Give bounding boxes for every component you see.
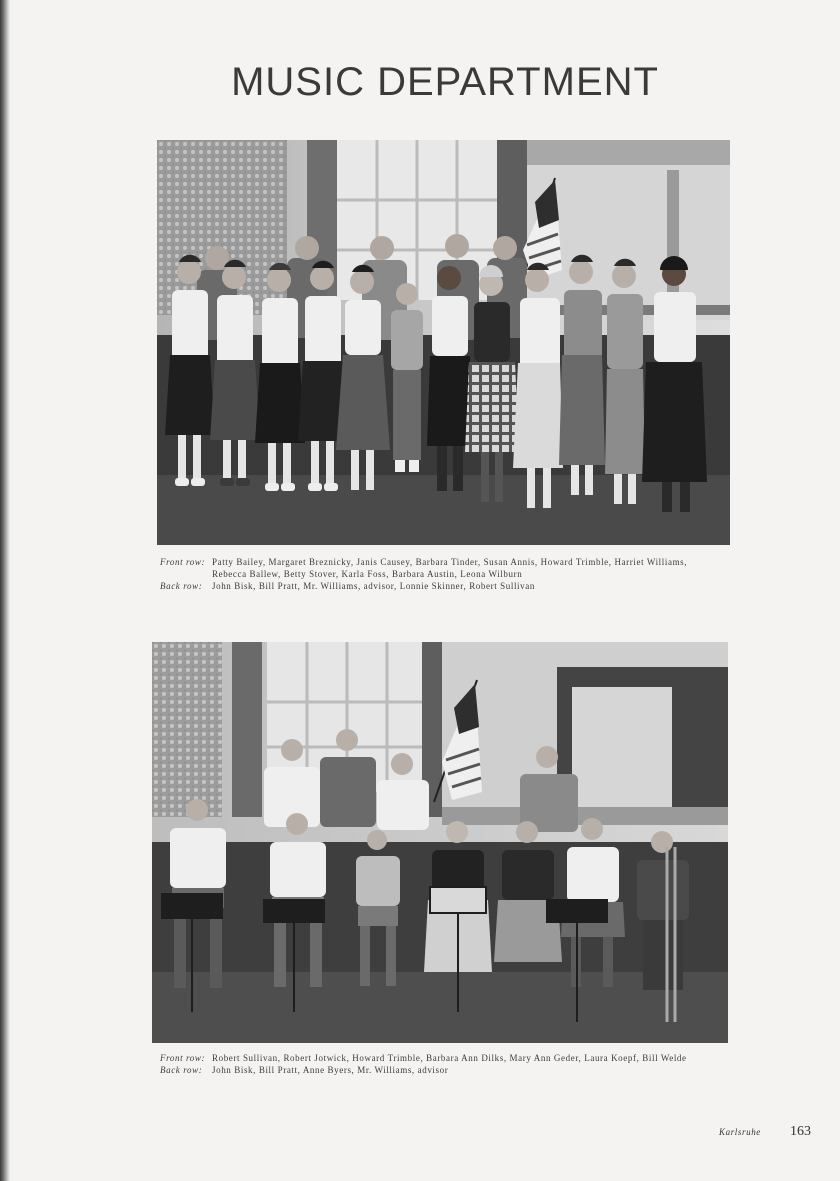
caption-front-row bbox=[160, 1052, 687, 1064]
back-row-names: John Bisk, Bill Pratt, Mr. Williams, advisor, Lonnie Skinner, Robert Sullivan bbox=[212, 581, 535, 591]
band-photo-caption bbox=[160, 1052, 687, 1076]
front-row-label: Front row: bbox=[160, 557, 206, 567]
band-group-photo bbox=[152, 642, 728, 1043]
back-row-names: John Bisk, Bill Pratt, Anne Byers, Mr. Williams, advisor bbox=[212, 1065, 449, 1075]
school-name: Karlsruhe bbox=[719, 1127, 761, 1137]
back-row-label: Back row: bbox=[160, 581, 203, 591]
chorus-group-photo bbox=[157, 140, 730, 545]
back-row-label: Back row: bbox=[160, 1065, 203, 1075]
caption-back-row bbox=[160, 1064, 687, 1076]
chorus-photo-caption bbox=[160, 556, 687, 592]
front-row-label: Front row: bbox=[160, 1053, 206, 1063]
page-title: MUSIC DEPARTMENT bbox=[231, 60, 659, 104]
caption-back-row bbox=[160, 580, 687, 592]
page-number: 163 bbox=[790, 1124, 811, 1139]
caption-front-row bbox=[160, 556, 687, 568]
binding-edge bbox=[0, 0, 10, 1181]
front-row-names: Robert Sullivan, Robert Jotwick, Howard Trimble, Barbara Ann Dilks, Mary Ann Geder, Laura Koepf, Bill Welde bbox=[212, 1053, 687, 1063]
front-row-names: Patty Bailey, Margaret Breznicky, Janis Causey, Barbara Tinder, Susan Annis, Howard Trimble, Harriet Williams, bbox=[212, 557, 688, 567]
front-row-names-continued: Rebecca Ballew, Betty Stover, Karla Foss, Barbara Austin, Leona Wilburn bbox=[212, 569, 523, 579]
